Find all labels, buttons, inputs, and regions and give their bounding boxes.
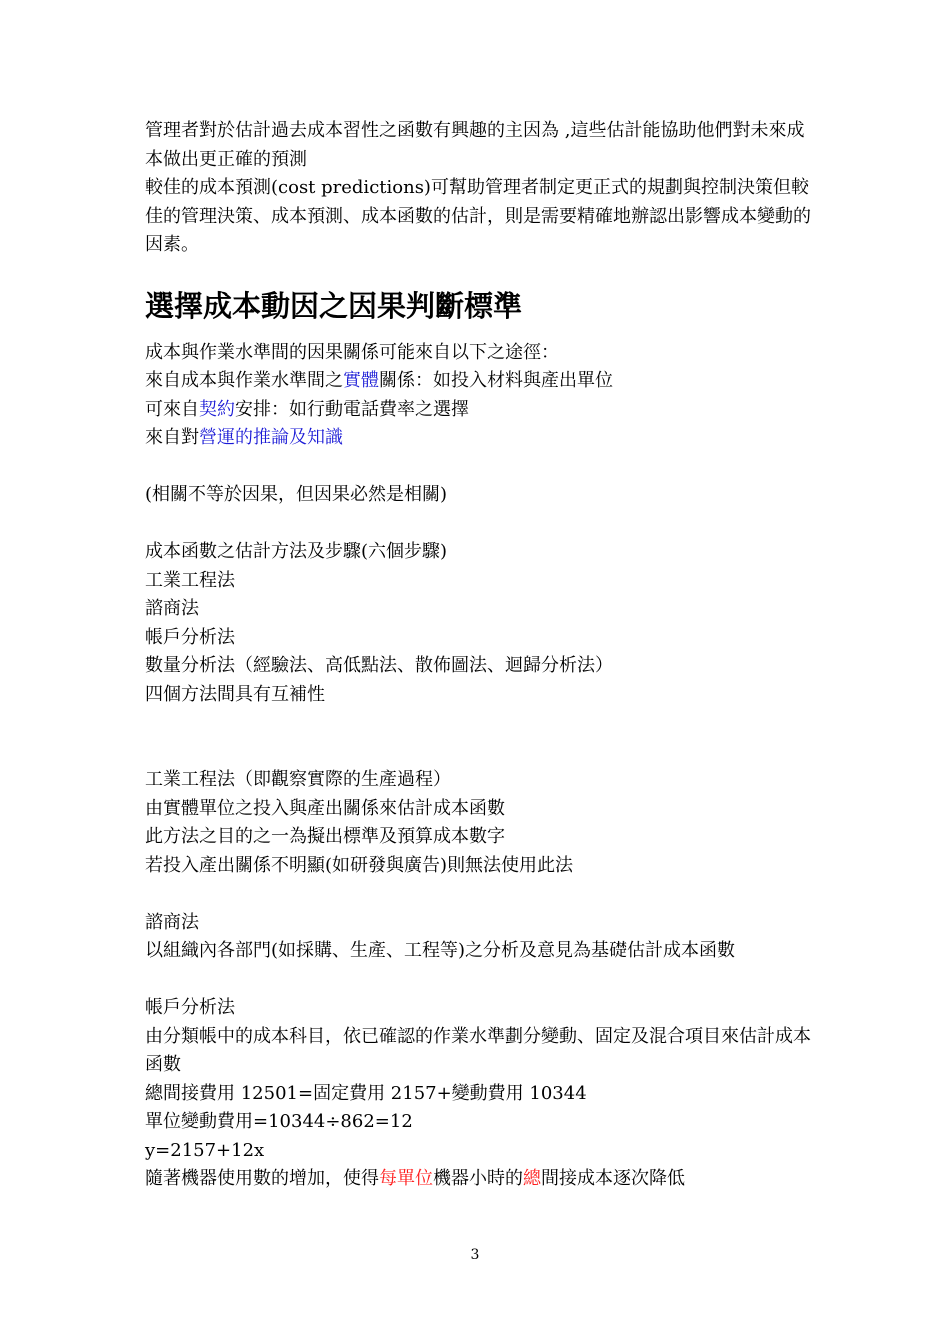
emphasis-total: 總 bbox=[523, 1168, 541, 1189]
account-line-3: 單位變動費用=10344÷862=12 bbox=[145, 1111, 413, 1132]
account-formula: y=2157+12x bbox=[145, 1139, 265, 1161]
intro-paragraph-2: 較佳的成本預測(cost predictions)可幫助管理者制定更正式的規劃與控制決策但較佳的管理決策、成本預測、成本函數的估計，則是需要精確地辦認出影響成本變動的因素。 bbox=[145, 177, 811, 255]
spacer bbox=[145, 880, 815, 909]
industrial-line: 由實體單位之投入與產出關係來估計成本函數 bbox=[145, 797, 505, 819]
spacer bbox=[145, 966, 815, 995]
spacer bbox=[145, 709, 815, 766]
causal-physical-text-c: 關係：如投入材料與產出單位 bbox=[379, 370, 613, 391]
causal-physical-text-a: 來自成本與作業水準間之 bbox=[145, 370, 343, 391]
causal-contract-text-a: 可來自 bbox=[145, 398, 199, 420]
industrial-line: 此方法之目的之一為擬出標準及預算成本數字 bbox=[145, 826, 505, 847]
method-item: 數量分析法（經驗法、高低點法、散佈圖法、迴歸分析法） bbox=[145, 655, 613, 676]
industrial-line: 若投入產出關係不明顯(如研發與廣告)則無法使用此法 bbox=[145, 854, 574, 876]
method-item: 工業工程法 bbox=[145, 569, 235, 591]
account-line-5-text-e: 間接成本逐次降低 bbox=[541, 1168, 685, 1189]
causal-physical bbox=[145, 367, 815, 396]
emphasis-per-unit: 每單位 bbox=[379, 1168, 433, 1189]
consult-title: 諮商法 bbox=[145, 911, 199, 933]
page-number: 3 bbox=[470, 1247, 480, 1263]
causal-knowledge-text-a: 來自對 bbox=[145, 427, 199, 448]
account-line-5 bbox=[145, 1165, 815, 1194]
causal-contract bbox=[145, 396, 815, 425]
causal-contract-text-c: 安排：如行動電話費率之選擇 bbox=[235, 398, 469, 420]
causal-knowledge-keyword: 營運的推論及知識 bbox=[199, 427, 343, 448]
account-line-2: 總間接費用 12501=固定費用 2157+變動費用 10344 bbox=[145, 1082, 587, 1104]
page-content bbox=[145, 117, 815, 1194]
intro-paragraph-1: 管理者對於估計過去成本習性之函數有興趣的主因為 ,這些估計能協助他們對未來成本做出更正確的預測 bbox=[145, 120, 805, 170]
methods-title: 成本函數之估計方法及步驟(六個步驟) bbox=[145, 541, 448, 562]
account-line-1: 由分類帳中的成本科目，依已確認的作業水準劃分變動、固定及混合項目來估計成本函數 bbox=[145, 1025, 811, 1075]
account-line-5-text-c: 機器小時的 bbox=[433, 1168, 523, 1189]
causal-contract-keyword: 契約 bbox=[199, 398, 235, 420]
account-line-5-text-a: 隨著機器使用數的增加，使得 bbox=[145, 1168, 379, 1189]
method-item: 諮商法 bbox=[145, 598, 199, 619]
spacer bbox=[145, 510, 815, 539]
causal-intro: 成本與作業水準間的因果關係可能來自以下之途徑： bbox=[145, 341, 559, 363]
consult-line: 以組織內各部門(如採購、生產、工程等)之分析及意見為基礎估計成本函數 bbox=[145, 940, 736, 961]
spacer bbox=[145, 453, 815, 482]
causal-knowledge bbox=[145, 424, 815, 453]
causal-note: (相關不等於因果，但因果必然是相關) bbox=[145, 484, 448, 505]
section-heading: 選擇成本動因之因果判斷標準 bbox=[145, 288, 523, 323]
account-title: 帳戶分析法 bbox=[145, 997, 235, 1018]
method-item: 帳戶分析法 bbox=[145, 626, 235, 648]
method-item: 四個方法間具有互補性 bbox=[145, 683, 325, 705]
industrial-title: 工業工程法（即觀察實際的生產過程） bbox=[145, 769, 451, 790]
causal-physical-keyword: 實體 bbox=[343, 370, 379, 391]
